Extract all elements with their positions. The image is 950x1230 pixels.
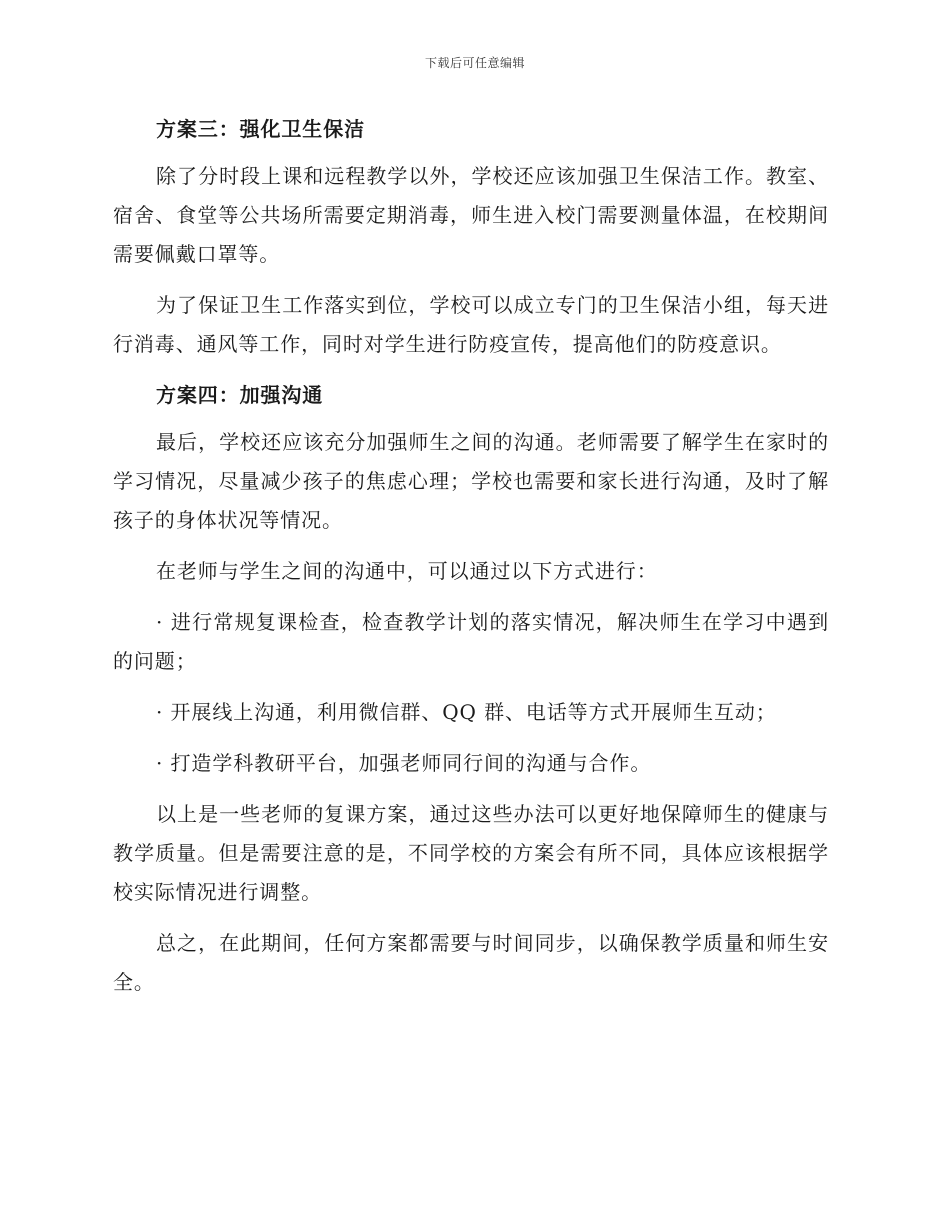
bullet-item: · 打造学科教研平台，加强老师同行间的沟通与合作。 <box>156 751 652 775</box>
paragraph: 总之，在此期间，任何方案都需要与时间同步，以确保教学质量和师生安全。 <box>113 931 829 994</box>
paragraph: 最后，学校还应该充分加强师生之间的沟通。老师需要了解学生在家时的学习情况，尽量减少孩子的焦虑心理；学校也需要和家长进行沟通，及时了解孩子的身体状况等情况。 <box>113 430 829 532</box>
paragraph: 为了保证卫生工作落实到位，学校可以成立专门的卫生保洁小组，每天进行消毒、通风等工作，同时对学生进行防疫宣传，提高他们的防疫意识。 <box>113 293 829 356</box>
section-heading-plan-three: 方案三：强化卫生保洁 <box>156 117 365 141</box>
page-header: 下载后可任意编辑 <box>424 56 525 70</box>
bullet-item: · 进行常规复课检查，检查教学计划的落实情况，解决师生在学习中遇到的问题； <box>113 610 829 673</box>
paragraph: 以上是一些老师的复课方案，通过这些办法可以更好地保障师生的健康与教学质量。但是需要注意的是，不同学校的方案会有所不同，具体应该根据学校实际情况进行调整。 <box>113 802 829 904</box>
paragraph: 在老师与学生之间的沟通中，可以通过以下方式进行： <box>156 559 658 583</box>
document-body <box>113 110 829 1014</box>
paragraph: 除了分时段上课和远程教学以外，学校还应该加强卫生保洁工作。教室、宿舍、食堂等公共场所需要定期消毒，师生进入校门需要测量体温，在校期间需要佩戴口罩等。 <box>113 164 829 266</box>
section-heading-plan-four: 方案四：加强沟通 <box>156 383 324 407</box>
bullet-item: · 开展线上沟通，利用微信群、QQ 群、电话等方式开展师生互动； <box>156 700 777 724</box>
